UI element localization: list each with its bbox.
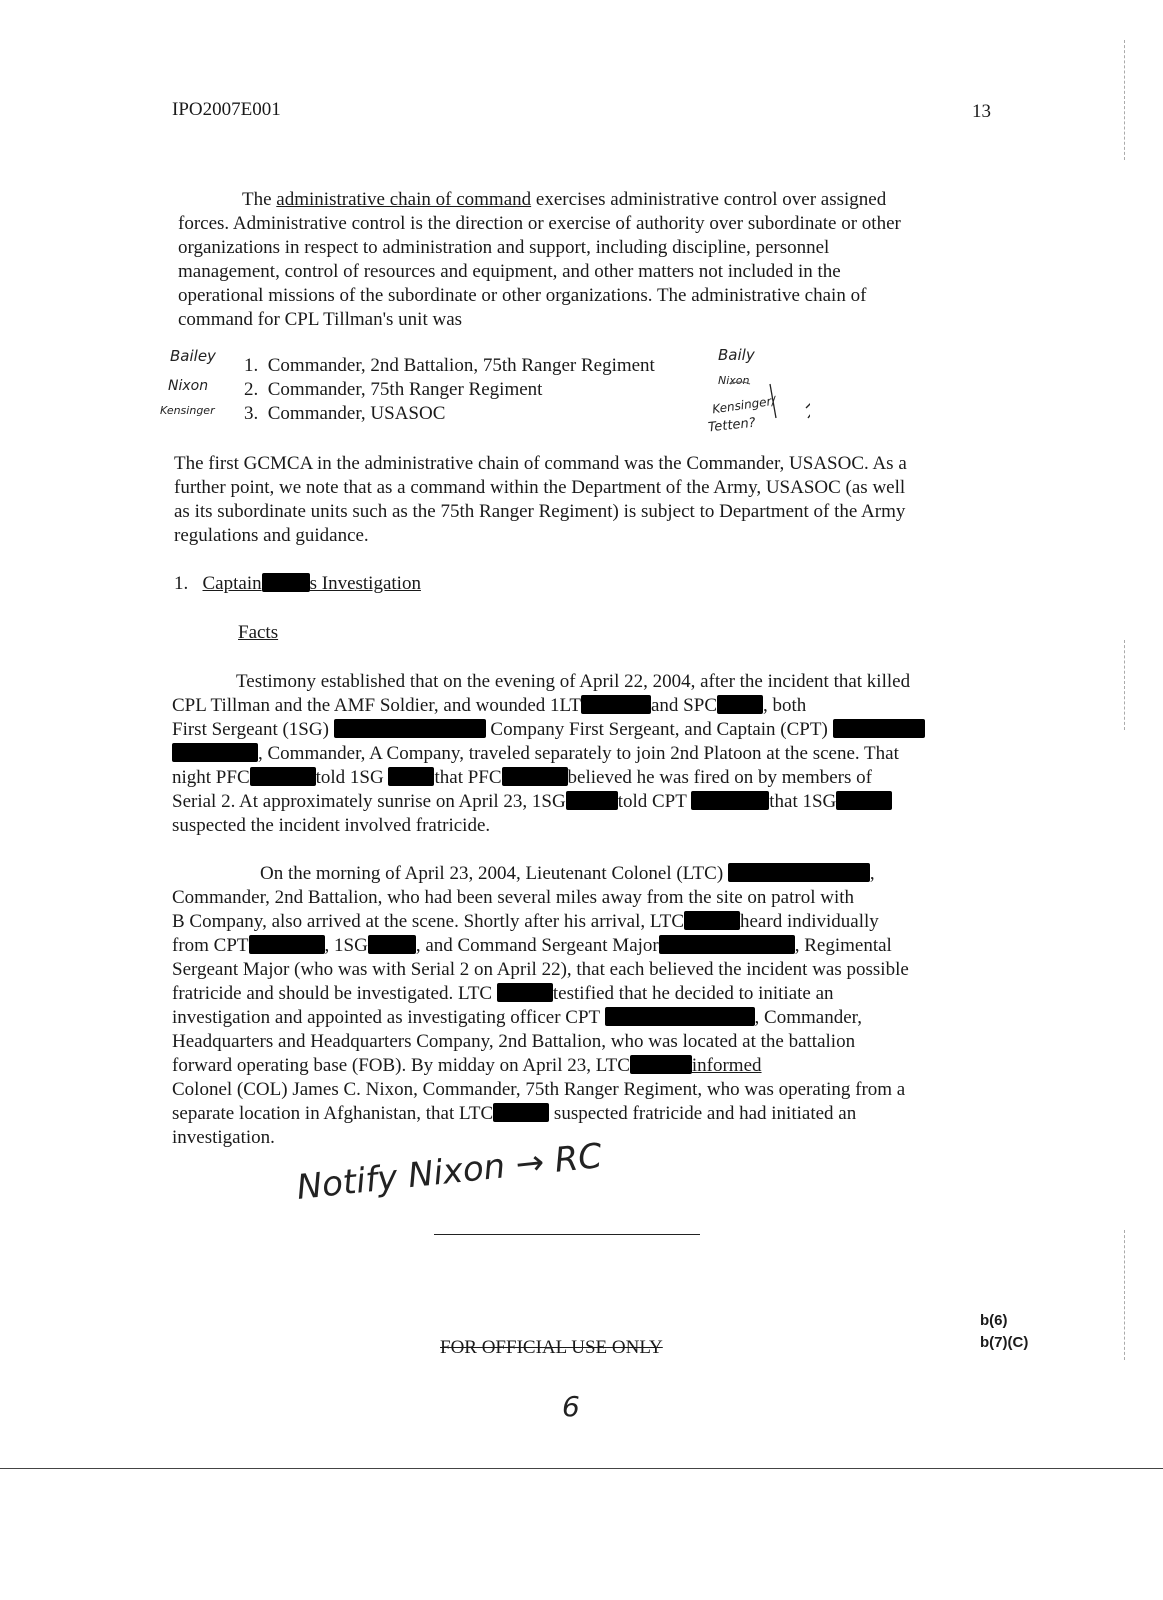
chain-list [244,354,655,426]
p2-line: separate location in Afghanistan, that LTC suspected fratricide and had initiated an [172,1103,857,1124]
admin-chain-term: administrative chain of command [276,189,532,210]
page-edge-line [0,1468,1163,1469]
exemption-code: b(7)(C) [980,1334,1029,1351]
p1-line: night PFC told 1SG that PFC believed he was fired on by members of [172,767,872,788]
exemption-code: b(6) [980,1312,1008,1329]
p2-line: investigation and appointed as investigating officer CPT , Commander, [172,1007,862,1028]
p2-line: Commander, 2nd Battalion, who had been several miles away from the site on patrol with [172,887,855,908]
p2-line: fratricide and should be investigated. LTC testified that he decided to initiate an [172,983,834,1004]
p1-line: First Sergeant (1SG) Company First Sergeant, and Captain (CPT) [172,718,925,742]
redaction-block [691,791,769,810]
p1-line: suspected the incident involved fratricide. [172,815,491,836]
p1-line: , Commander, A Company, traveled separately to join 2nd Platoon at the scene. That [172,742,925,766]
handwritten-note-right: Tetten? [707,415,757,436]
morning-paragraph [172,862,909,1150]
redaction-block [728,863,870,882]
chain-item-number: 2. [244,379,259,400]
handwritten-note-kensinger: Kensinger [160,404,215,417]
p1-line: CPL Tillman and the AMF Soldier, and wounded 1LT and SPC , both [172,695,807,716]
intro-paragraph [178,188,901,332]
section-heading [174,572,421,596]
classification-marking: FOR OFFICIAL USE ONLY [440,1337,663,1358]
p2-line: investigation. [172,1127,275,1148]
gcmca-line: The first GCMCA in the administrative chain of command was the Commander, USASOC. As a [174,453,907,474]
redaction-block [334,719,486,738]
intro-line: management, control of resources and equipment, and other matters not included in the [178,261,841,282]
chain-item-number: 1. [244,355,259,376]
handwritten-note-right: Baily [718,346,755,364]
redaction-block [388,767,434,786]
chain-item-number: 3. [244,403,259,424]
page-number: 13 [972,101,991,122]
redaction-block [659,935,795,954]
chain-item [244,402,655,426]
p1-line: Testimony established that on the evening of April 22, 2004, after the incident that killed [236,671,911,692]
redaction-block [250,767,316,786]
section-title: Captain s Investigation [202,573,421,594]
document-id: IPO2007E001 [172,99,281,120]
redaction-block [502,767,568,786]
chain-item-text: Commander, 2nd Battalion, 75th Ranger Regiment [267,355,655,376]
handwritten-note-right: Nixon [718,374,750,387]
handwritten-bottom-note: Notify Nixon → RC [294,1136,604,1208]
redaction-block [172,743,258,762]
redaction-block [493,1103,549,1122]
scan-edge-mark [1123,640,1125,730]
p2-line: B Company, also arrived at the scene. Shortly after his arrival, LTC heard individually [172,911,879,932]
p2-line: forward operating base (FOB). By midday on April 23, LTC informed [172,1055,762,1076]
redaction-block [581,695,651,714]
redaction-block [497,983,553,1002]
p2-line: Sergeant Major (who was with Serial 2 on April 22), that each believed the incident was possible [172,959,909,980]
chain-item [244,378,655,402]
intro-line: command for CPL Tillman's unit was [178,309,463,330]
gcmca-line: further point, we note that as a command within the Department of the Army, USASOC (as well [174,477,906,498]
intro-line: forces. Administrative control is the direction or exercise of authority over subordinate or other [178,213,901,234]
handwritten-page-mark: 6 [562,1390,580,1423]
scan-edge-mark [1123,1230,1125,1360]
p2-line: Headquarters and Headquarters Company, 2nd Battalion, who was located at the battalion [172,1031,856,1052]
p2-line: On the morning of April 23, 2004, Lieutenant Colonel (LTC) , [260,863,875,884]
gcmca-line: as its subordinate units such as the 75th Ranger Regiment) is subject to Department of the Army [174,501,906,522]
chain-item-text: Commander, USASOC [267,403,446,424]
redaction-block [566,791,618,810]
p1-line: Serial 2. At approximately sunrise on April 23, 1SG told CPT that 1SG [172,790,925,814]
gcmca-line: regulations and guidance. [174,525,369,546]
handwritten-note-right: Kensinger/ [711,393,777,417]
redaction-block [717,695,763,714]
redaction-block [836,791,892,810]
intro-text: The [242,189,277,210]
separator-line [434,1234,700,1235]
redaction-block [684,911,740,930]
intro-text: exercises administrative control over assigned [531,189,887,210]
facts-subheading: Facts [238,622,279,643]
handwritten-note-bailey: Bailey [170,347,216,365]
p2-line: from CPT , 1SG , and Command Sergeant Major , Regimental [172,935,892,956]
redaction-block [368,935,416,954]
intro-line: operational missions of the subordinate or other organizations. The administrative chain of [178,285,867,306]
scan-edge-mark [1123,40,1125,160]
p2-line: Colonel (COL) James C. Nixon, Commander, 75th Ranger Regiment, who was operating from a [172,1079,906,1100]
redaction-block [249,935,325,954]
chain-item [244,354,655,378]
chain-item-text: Commander, 75th Ranger Regiment [267,379,543,400]
redaction-block [605,1007,755,1026]
redaction-block [262,573,310,592]
gcmca-paragraph [174,452,907,548]
section-number: 1. [174,573,189,594]
testimony-paragraph [172,670,925,838]
handwritten-note-nixon: Nixon [168,378,209,394]
intro-line: organizations in respect to administration and support, including discipline, personnel [178,237,830,258]
redaction-block [630,1055,692,1074]
redaction-block [833,719,925,738]
